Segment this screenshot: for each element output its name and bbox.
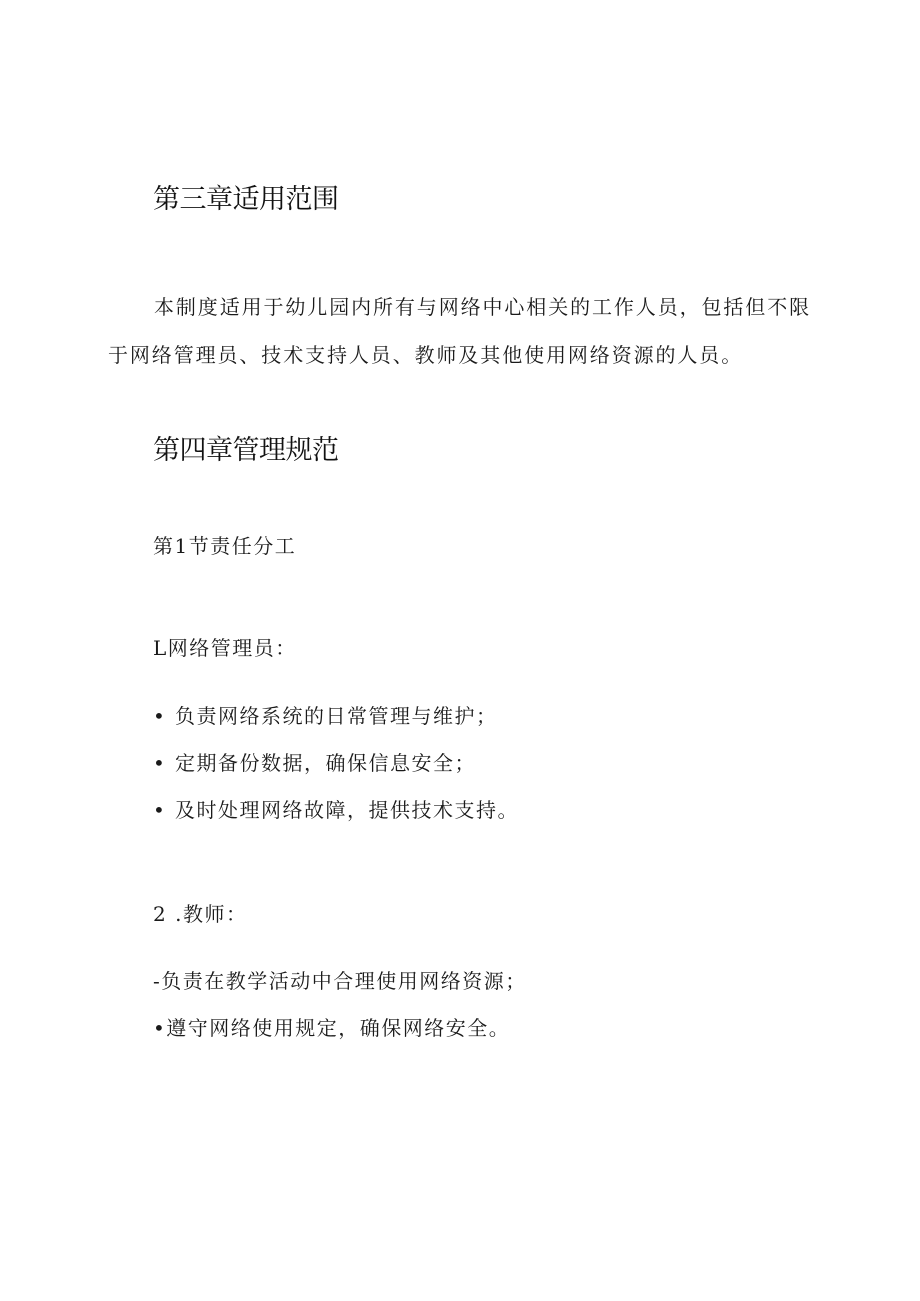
admin-duty-item (153, 753, 476, 773)
bullet-icon: • (153, 704, 167, 728)
admin-duty-item (153, 800, 519, 820)
admin-duty-text: 及时处理网络故障，提供技术支持。 (175, 798, 519, 822)
teacher-label: 2 .教师： (153, 902, 248, 926)
chapter-3-heading: 第三章适用范围 (153, 184, 339, 215)
chapter-3-paragraph: 本制度适用于幼儿园内所有与网络中心相关的工作人员，包括但不限于网络管理员、技术支持人员、教师及其他使用网络资源的人员。 (108, 295, 811, 367)
bullet-icon: • (153, 751, 167, 775)
bullet-icon: • (153, 798, 167, 822)
section-1-heading: 第1节责任分工 (153, 534, 297, 558)
teacher-duty-item: •遵守网络使用规定，确保网络安全。 (153, 1016, 511, 1040)
admin-duty-item (153, 706, 498, 726)
network-admin-label: L网络管理员： (153, 636, 297, 660)
admin-duty-text: 负责网络系统的日常管理与维护； (175, 704, 498, 728)
teacher-duty-item: -负责在教学活动中合理使用网络资源； (153, 969, 527, 993)
chapter-4-heading: 第四章管理规范 (153, 435, 339, 466)
admin-duty-text: 定期备份数据，确保信息安全； (175, 751, 476, 775)
